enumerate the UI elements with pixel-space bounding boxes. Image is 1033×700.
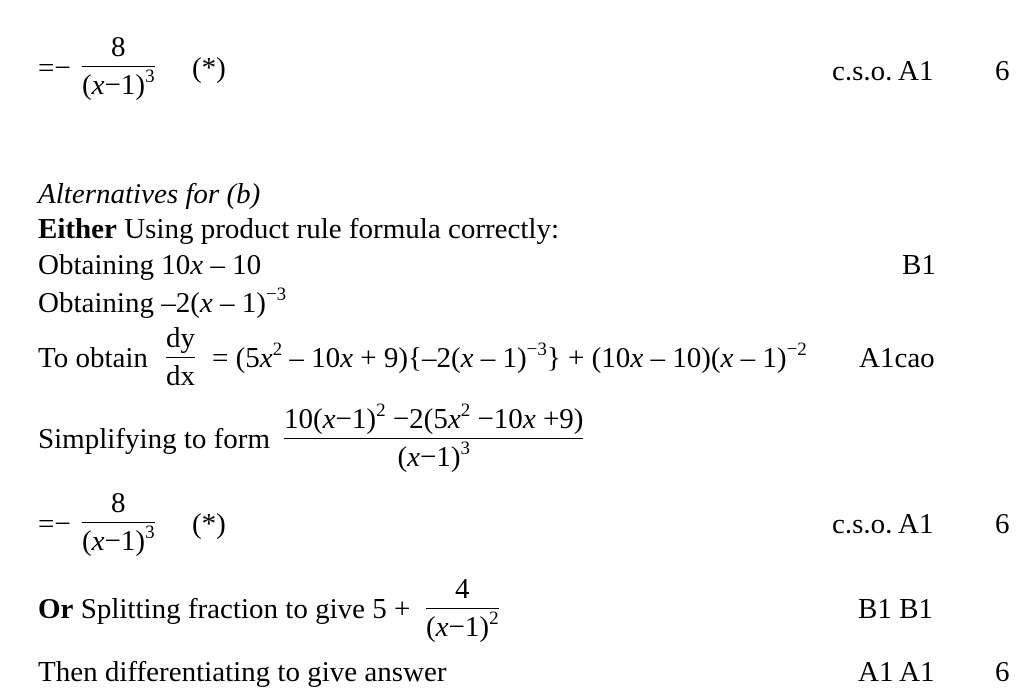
obtaining-power: Obtaining –2(x – 1)$^{-3}$ [38, 284, 287, 319]
then-line: Then differentiating to give answer [38, 656, 447, 688]
mark-a1-a1: A1 A1 [858, 656, 935, 688]
simplified-denominator: $(x-1)^3$ [397, 438, 470, 473]
derivative-dy-dx [166, 324, 195, 391]
derivative-expression: = $(5x^2 - 10x + 9)\{-2(x - 1)^{-3}\} + (10x - 10)(x - 1)^{-2}$ [212, 339, 807, 374]
alternatives-heading: Alternatives for (b) [38, 178, 261, 210]
fraction-8-over-cube-2 [82, 489, 155, 556]
fraction-numerator: 4 [455, 573, 470, 605]
mark-cso-a1-2: c.s.o. A1 [832, 508, 934, 540]
to-obtain-label: To obtain [38, 342, 148, 374]
simplifying-label: Simplifying to form [38, 423, 270, 455]
mark-a1cao: A1cao [859, 342, 935, 374]
mark-b1-b1: B1 B1 [858, 593, 933, 625]
equals-minus: =− [38, 52, 71, 84]
simplified-numerator: $10(x-1)^2 -2(5x^2 -10x +9)$ [284, 400, 584, 435]
fraction-bar [426, 608, 499, 609]
total-marks-2: 6 [995, 508, 1010, 540]
either-line: Either Using product rule formula correctly: [38, 213, 560, 245]
split-fraction [426, 575, 499, 642]
dx: dx [166, 360, 195, 392]
mark-cso-a1: c.s.o. A1 [832, 55, 934, 87]
fraction-bar [82, 522, 155, 523]
obtaining-10x: Obtaining 10x – 10 [38, 249, 262, 281]
or-line: Or Splitting fraction to give 5 + [38, 593, 411, 625]
fraction-denominator: $(x-1)^3$ [82, 66, 155, 101]
fraction-bar [82, 66, 155, 67]
star-marker: (*) [192, 52, 226, 84]
total-marks: 6 [995, 55, 1010, 87]
fraction-denominator: $(x-1)^2$ [426, 608, 499, 643]
mark-b1: B1 [902, 249, 936, 281]
dy: dy [166, 322, 195, 354]
star-marker-2: (*) [192, 508, 226, 540]
simplified-fraction [284, 400, 584, 473]
fraction-denominator: $(x-1)^3$ [82, 522, 155, 557]
fraction-bar [166, 357, 195, 358]
fraction-bar [284, 438, 583, 439]
fraction-numerator: 8 [111, 487, 126, 519]
fraction-numerator: 8 [111, 31, 126, 63]
fraction-8-over-cube [82, 33, 155, 100]
equals-minus-2: =− [38, 508, 71, 540]
total-marks-3: 6 [995, 656, 1010, 688]
